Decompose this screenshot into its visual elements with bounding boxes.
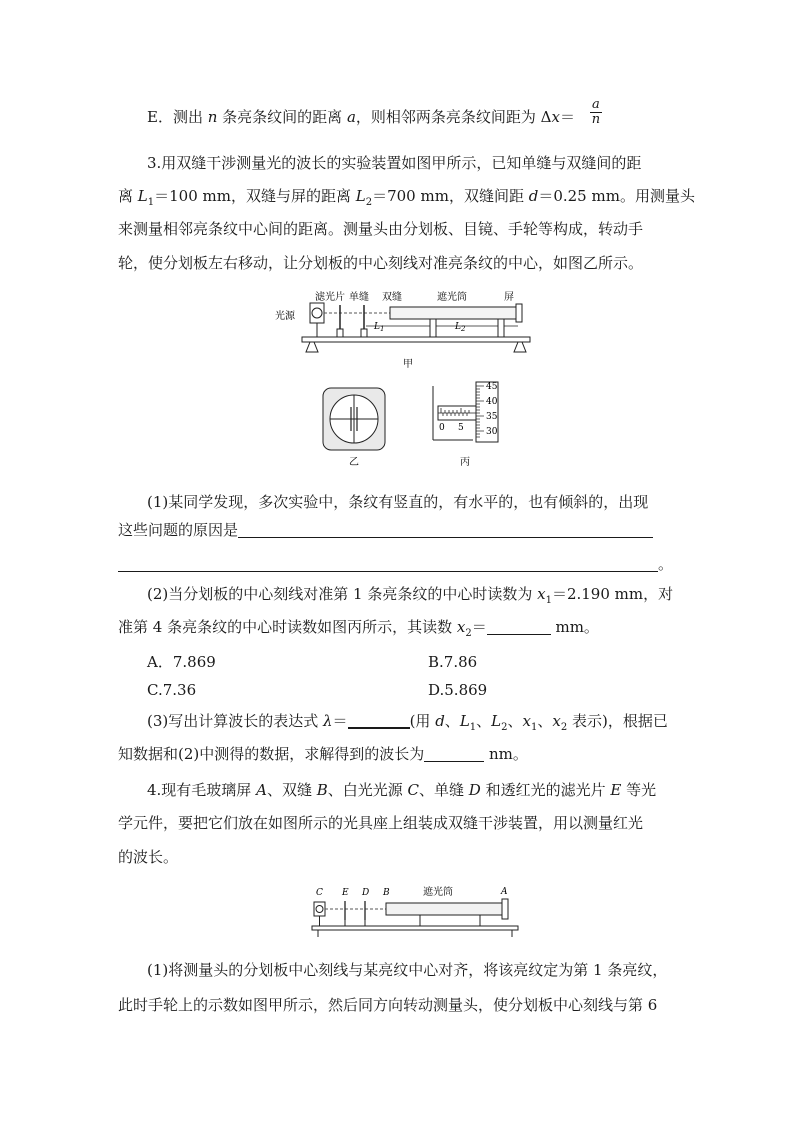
label-B: B — [383, 888, 390, 898]
var-a: a — [346, 108, 356, 126]
fraction-numerator: a — [592, 97, 600, 112]
label-tube: 遮光筒 — [423, 887, 453, 898]
label-C: C — [316, 888, 323, 898]
figure-yi-reticle — [320, 385, 390, 470]
label-L2: $L_2$ — [455, 322, 466, 333]
rail-foot-left — [306, 342, 318, 352]
caption-bing: 丙 — [460, 457, 470, 468]
text: 等光 — [621, 781, 657, 799]
screen-A — [502, 899, 508, 919]
q4-line-2: 学元件，要把它们放在如图所示的光具座上组装成双缝干涉装置，用以测量红光 — [118, 814, 644, 832]
text: ，则相邻两条亮条纹间距为 — [355, 108, 541, 126]
optical-rail — [302, 337, 530, 342]
text: 、单缝 — [419, 781, 469, 799]
option-a[interactable]: A．7.869 — [147, 653, 216, 671]
var-x: x — [522, 712, 531, 730]
filter-base — [337, 329, 343, 337]
label-E: E — [342, 888, 349, 898]
fraction-a-over-n — [590, 98, 602, 127]
text: 条亮条纹间的距离 — [217, 108, 347, 126]
var-L: L — [355, 187, 366, 205]
lamp-bulb — [312, 308, 322, 318]
option-d[interactable]: D.5.869 — [428, 681, 488, 699]
figure-jia-apparatus — [272, 285, 542, 370]
caption-jia: 甲 — [403, 359, 413, 370]
var-L: L — [491, 712, 502, 730]
p1-line-1: (1)某同学发现，多次实验中，条纹有竖直的，有水平的，也有倾斜的，出现 — [147, 493, 649, 511]
text: ＝0.25 mm。用测量头 — [538, 187, 695, 205]
screen-cap — [516, 304, 522, 322]
tube-support-right — [498, 319, 504, 337]
subscript: 1 — [531, 722, 538, 733]
q3-line-4: 轮，使分划板左右移动，让分划板的中心刻线对准亮条纹的中心，如图乙所示。 — [118, 254, 644, 272]
thimble-label-45: 45 — [486, 382, 498, 392]
var-A: A — [256, 781, 267, 799]
thimble-label-30: 30 — [486, 427, 498, 437]
subscript: 2 — [365, 197, 373, 208]
text: 这些问题的原因是 — [118, 521, 239, 539]
text: E．测出 — [147, 108, 208, 126]
p3-line-1 — [147, 711, 668, 734]
q3-line-1: 3.用双缝干涉测量光的波长的实验装置如图甲所示，已知单缝与双缝间的距 — [147, 154, 642, 172]
var-C: C — [407, 781, 420, 799]
label-D: D — [362, 888, 370, 898]
var-L: L — [137, 187, 148, 205]
p3-line-2 — [118, 744, 528, 764]
label-tube: 遮光筒 — [437, 292, 467, 303]
label-single-slit: 单缝 — [349, 292, 369, 303]
delta-symbol: Δ — [540, 108, 552, 126]
var-D: D — [468, 781, 481, 799]
text: 表示)，根据已 — [567, 712, 668, 730]
text: ＝2.190 mm，对 — [551, 585, 674, 603]
text: 、双缝 — [266, 781, 317, 799]
statement-e — [147, 107, 575, 127]
text: mm。 — [550, 618, 599, 636]
q4p1-line-2: 此时手轮上的示数如图甲所示，然后同方向转动测量头，使分划板中心刻线与第 6 — [118, 996, 658, 1014]
figure-q4-bench — [310, 880, 525, 940]
sleeve-label-5: 5 — [458, 423, 464, 433]
p1-line-2 — [118, 520, 653, 540]
text: 、 — [444, 712, 460, 730]
text: 、 — [507, 712, 523, 730]
subscript: 1 — [545, 595, 552, 606]
label-double-slit: 双缝 — [382, 292, 402, 303]
label-filter: 滤光片 — [315, 292, 345, 303]
label-light-source: 光源 — [275, 311, 295, 322]
p2-line-2 — [118, 617, 599, 640]
p1-line-3 — [118, 554, 673, 574]
text: 离 — [118, 187, 138, 205]
option-c[interactable]: C.7.36 — [147, 681, 197, 699]
sleeve-label-0: 0 — [439, 423, 445, 433]
text: ＝ — [332, 712, 348, 730]
posts — [320, 915, 481, 926]
var-n: n — [207, 108, 218, 126]
text: 、 — [476, 712, 492, 730]
text: 、 — [537, 712, 553, 730]
subscript: 1 — [469, 722, 477, 733]
var-x: x — [551, 108, 560, 126]
text: (2)当分划板的中心刻线对准第 1 条亮条纹的中心时读数为 — [147, 585, 538, 603]
thimble-label-35: 35 — [486, 412, 498, 422]
tube-body — [390, 307, 518, 319]
q4-line-3: 的波长。 — [118, 848, 179, 866]
text: 。 — [658, 555, 674, 573]
text: 4.现有毛玻璃屏 — [147, 781, 257, 799]
rail-foot-right — [514, 342, 526, 352]
var-E: E — [610, 781, 622, 799]
var-lambda: λ — [323, 712, 333, 730]
label-screen: 屏 — [504, 292, 514, 303]
answer-blank-1-cont[interactable] — [118, 555, 658, 572]
answer-blank-3[interactable] — [348, 711, 410, 729]
p2-line-1 — [147, 584, 673, 607]
text: 和透红光的滤光片 — [480, 781, 611, 799]
q3-line-2 — [118, 186, 695, 209]
var-x: x — [537, 585, 546, 603]
text: 、白光光源 — [327, 781, 408, 799]
answer-blank-2[interactable] — [487, 618, 551, 635]
figure-bing-micrometer — [428, 378, 518, 470]
tube-support-left — [430, 319, 436, 337]
label-A: A — [501, 887, 508, 897]
answer-blank-4[interactable] — [424, 745, 484, 762]
label-L1: $L_1$ — [374, 322, 385, 333]
text: ＝700 mm，双缝间距 — [372, 187, 529, 205]
optical-bench — [312, 926, 518, 930]
var-x: x — [552, 712, 561, 730]
answer-blank-1[interactable] — [238, 521, 653, 538]
var-d: d — [435, 712, 445, 730]
text: (用 — [409, 712, 436, 730]
q3-line-3: 来测量相邻亮条纹中心间的距离。测量头由分划板、目镜、手轮等构成，转动手 — [118, 220, 644, 238]
text: 知数据和(2)中测得的数据，求解得到的波长为 — [118, 745, 425, 763]
var-d: d — [528, 187, 539, 205]
text: ＝100 mm，双缝与屏的距离 — [154, 187, 356, 205]
q4-line-1 — [147, 780, 656, 800]
subscript: 2 — [560, 722, 568, 733]
text: nm。 — [484, 745, 528, 763]
option-b[interactable]: B.7.86 — [428, 653, 478, 671]
text: ＝ — [471, 618, 487, 636]
caption-yi: 乙 — [349, 457, 359, 468]
q4p1-line-1: (1)将测量头的分划板中心刻线与某亮纹中心对齐，将该亮纹定为第 1 条亮纹， — [147, 961, 668, 979]
var-L: L — [459, 712, 470, 730]
single-slit-base — [361, 329, 367, 337]
tube-body — [386, 903, 503, 915]
subscript: 2 — [465, 628, 472, 639]
fraction-denominator: n — [591, 112, 601, 127]
equals: ＝ — [559, 108, 575, 126]
thimble-label-40: 40 — [486, 397, 498, 407]
var-B: B — [316, 781, 328, 799]
text: 准第 4 条亮条纹的中心时读数如图丙所示，其读数 — [118, 618, 457, 636]
subscript: 2 — [501, 722, 508, 733]
text: (3)写出计算波长的表达式 — [147, 712, 324, 730]
subscript: 1 — [147, 197, 155, 208]
var-x: x — [456, 618, 466, 636]
